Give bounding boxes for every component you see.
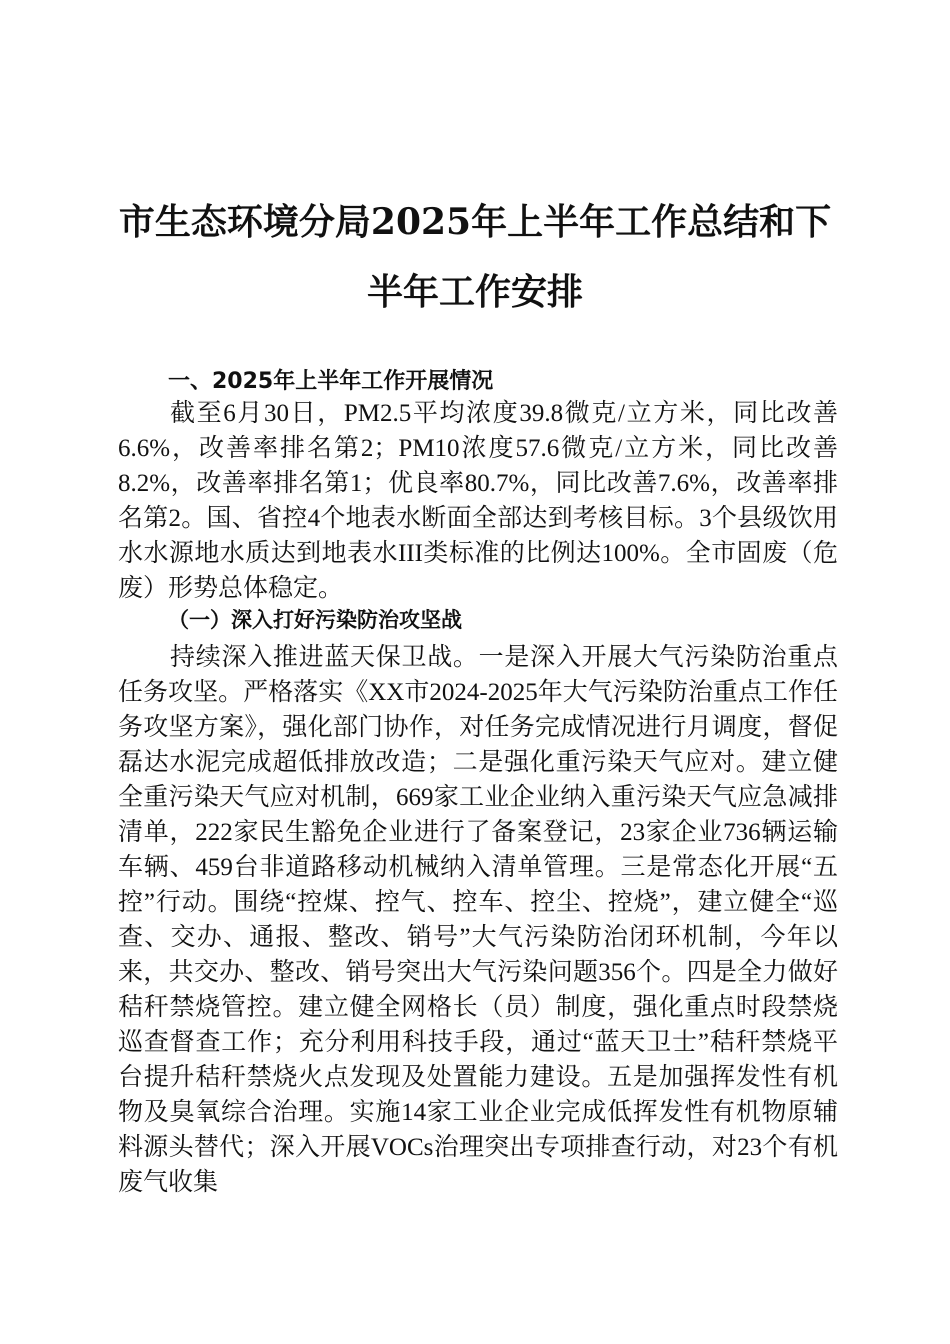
section-heading: 一、2025年上半年工作开展情况: [168, 369, 494, 394]
document-title-line-1: 市生态环境分局2025年上半年工作总结和下: [118, 201, 832, 243]
paragraph-overview: 截至6月30日，PM2.5平均浓度39.8微克/立方米，同比改善6.6%，改善率排名第2；PM10浓度57.6微克/立方米，同比改善8.2%，改善率排名第1；优良率80.7%，同比改善7.6%，改善率排名第2。国、省控4个地表水断面全部达到考核目标。3个县级饮用水水源地水质达到地表水III类标准的比例达100%。全市固废（危废）形势总体稳定。: [118, 400, 838, 602]
document-title-line-2: 半年工作安排: [366, 271, 583, 313]
paragraph-air-pollution: 持续深入推进蓝天保卫战。一是深入开展大气污染防治重点任务攻坚。严格落实《XX市2024-2025年大气污染防治重点工作任务攻坚方案》，强化部门协作，对任务完成情况进行月调度，督促磊达水泥完成超低排放改造；二是强化重污染天气应对。建立健全重污染天气应对机制，669家工业企业纳入重污染天气应急减排清单，222家民生豁免企业进行了备案登记，23家企业736辆运输车辆、459台非道路移动机械纳入清单管理。三是常态化开展“五控”行动。围绕“控煤、控气、控车、控尘、控烧”，建立健全“巡查、交办、通报、整改、销号”大气污染防治闭环机制，今年以来，共交办、整改、销号突出大气污染问题356个。四是全力做好秸秆禁烧管控。建立健全网格长（员）制度，强化重点时段禁烧巡查督查工作；充分利用科技手段，通过“蓝天卫士”秸秆禁烧平台提升秸秆禁烧火点发现及处置能力建设。五是加强挥发性有机物及臭氧综合治理。实施14家工业企业完成低挥发性有机物原辅料源头替代；深入开展VOCs治理突出专项排查行动，对23个有机废气收集: [118, 644, 838, 1196]
subsection-heading: （一）深入打好污染防治攻坚战: [168, 607, 462, 632]
